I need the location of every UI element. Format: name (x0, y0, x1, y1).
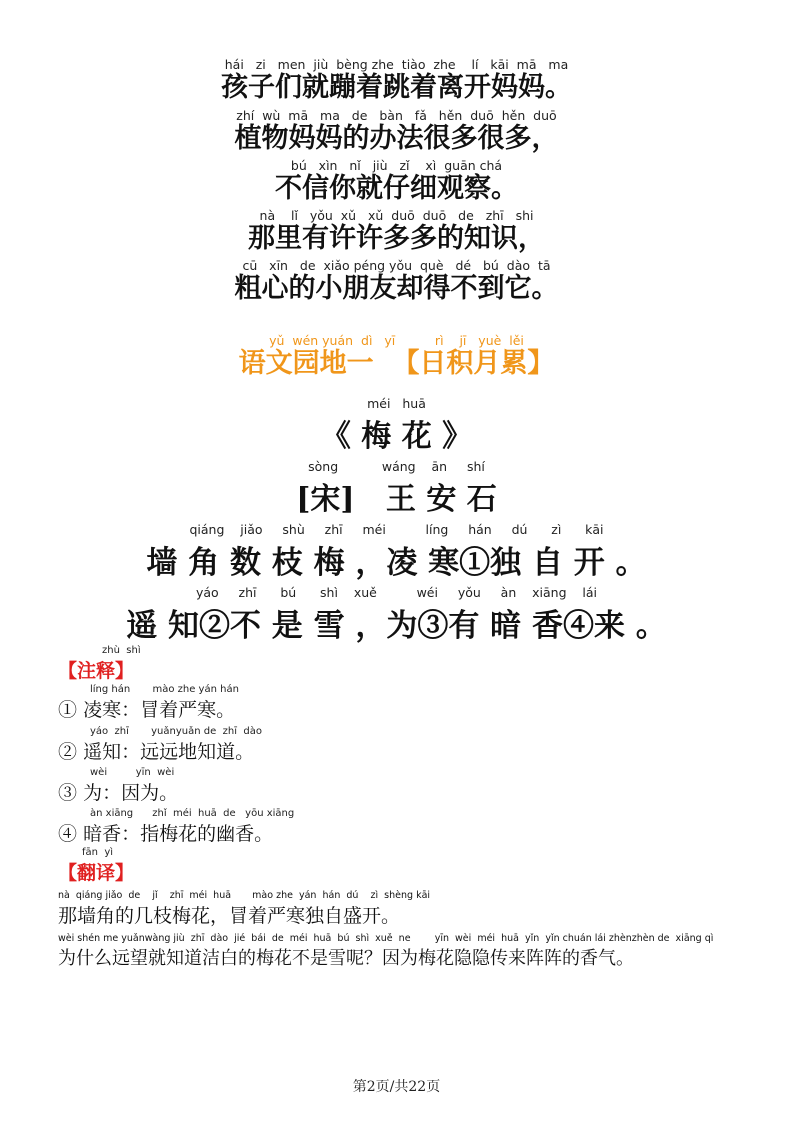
garden-title: 语文园地一 【日积月累】 (238, 348, 555, 379)
verse-pinyin: qiáng jiǎo shù zhī méi líng hán dú zì kāi (189, 522, 604, 537)
translation-line-1 (58, 890, 430, 928)
pinyin: cū xīn de xiǎo péng yǒu què dé bú dào tā (242, 258, 551, 273)
note-pinyin: yáo zhī yuǎnyuǎn de zhī dào (90, 726, 262, 737)
poem-verse-1 (0, 522, 793, 582)
hanzi: 不信你就仔细观察。 (275, 173, 518, 204)
note-pinyin: wèi yīn wèi (90, 767, 175, 778)
translation-heading (58, 847, 134, 885)
translation-pinyin: nà qiáng jiǎo de jǐ zhī méi huā mào zhe yán hán dú zì shèng kāi (58, 890, 431, 901)
poem-line-2 (0, 108, 793, 155)
note-text: 为：因为。 (83, 782, 179, 804)
poem-title: 《 梅 花 》 (320, 419, 473, 454)
author-pinyin: sòng wáng ān shí (308, 459, 485, 474)
translation-heading-pinyin: fān yì (82, 847, 114, 858)
note-pinyin: líng hán mào zhe yán hán (90, 684, 239, 695)
note-text: 凌寒：冒着严寒。 (83, 699, 236, 721)
pinyin: zhí wù mā ma de bàn fǎ hěn duō hěn duō (236, 108, 557, 123)
note-text: 暗香：指梅花的幽香。 (83, 823, 274, 845)
translation-text: 那墙角的几枝梅花，冒着严寒独自盛开。 (58, 905, 401, 927)
hanzi: 粗心的小朋友却得不到它。 (234, 273, 559, 304)
poem-line-3 (0, 158, 793, 205)
page-number: 第2页/共22页 (352, 1079, 441, 1095)
note-item-4 (58, 808, 294, 846)
title-pinyin: méi huā (367, 396, 426, 411)
verse-pinyin: yáo zhī bú shì xuě wéi yǒu àn xiāng lái (195, 585, 598, 600)
poem-line-4 (0, 208, 793, 255)
note-item-1 (58, 684, 239, 722)
translation-heading-text: 【翻译】 (58, 862, 135, 884)
garden-heading (0, 333, 793, 380)
pinyin: nà lǐ yǒu xǔ xǔ duō duō de zhī shi (259, 208, 534, 223)
notes-heading-pinyin: zhù shì (102, 645, 141, 656)
note-item-2 (58, 726, 262, 764)
hanzi: 孩子们就蹦着跳着离开妈妈。 (221, 72, 572, 103)
translation-pinyin: wèi shén me yuǎnwàng jiù zhī dào jié bái de méi huā bú shì xuě ne yīn wèi méi huā yǐn yǐn chuán lái zhènzhèn de xiāng qì (58, 933, 714, 944)
poem-author-block (0, 459, 793, 518)
translation-text: 为什么远望就知道洁白的梅花不是雪呢？因为梅花隐隐传来阵阵的香气。 (58, 948, 634, 969)
pinyin: bú xìn nǐ jiù zǐ xì guān chá (290, 158, 503, 173)
poem-line-1 (0, 57, 793, 104)
hanzi: 那里有许许多多的知识， (248, 223, 545, 254)
garden-pinyin: yǔ wén yuán dì yī rì jī yuè lěi (269, 333, 524, 348)
poem-title-block (0, 396, 793, 455)
note-number: ② (58, 741, 78, 763)
verse-text: 墙 角 数 枝 梅 ，凌 寒①独 自 开 。 (146, 545, 647, 581)
note-item-3 (58, 767, 178, 805)
hanzi: 植物妈妈的办法很多很多， (234, 123, 559, 154)
poem-author: [宋] 王 安 石 (296, 482, 497, 517)
notes-heading (58, 645, 141, 683)
translation-line-2 (58, 933, 713, 970)
verse-text: 遥 知②不 是 雪 ，为③有 暗 香④来 。 (126, 608, 667, 644)
note-number: ④ (58, 823, 78, 845)
pinyin: hái zi men jiù bèng zhe tiào zhe lí kāi mā ma (224, 57, 569, 72)
note-number: ① (58, 699, 78, 721)
note-pinyin: àn xiāng zhǐ méi huā de yōu xiāng (90, 808, 295, 819)
poem-verse-2 (0, 585, 793, 645)
notes-heading-text: 【注释】 (58, 660, 135, 682)
note-number: ③ (58, 782, 78, 804)
note-text: 遥知：远远地知道。 (83, 741, 255, 763)
poem-line-5 (0, 258, 793, 305)
